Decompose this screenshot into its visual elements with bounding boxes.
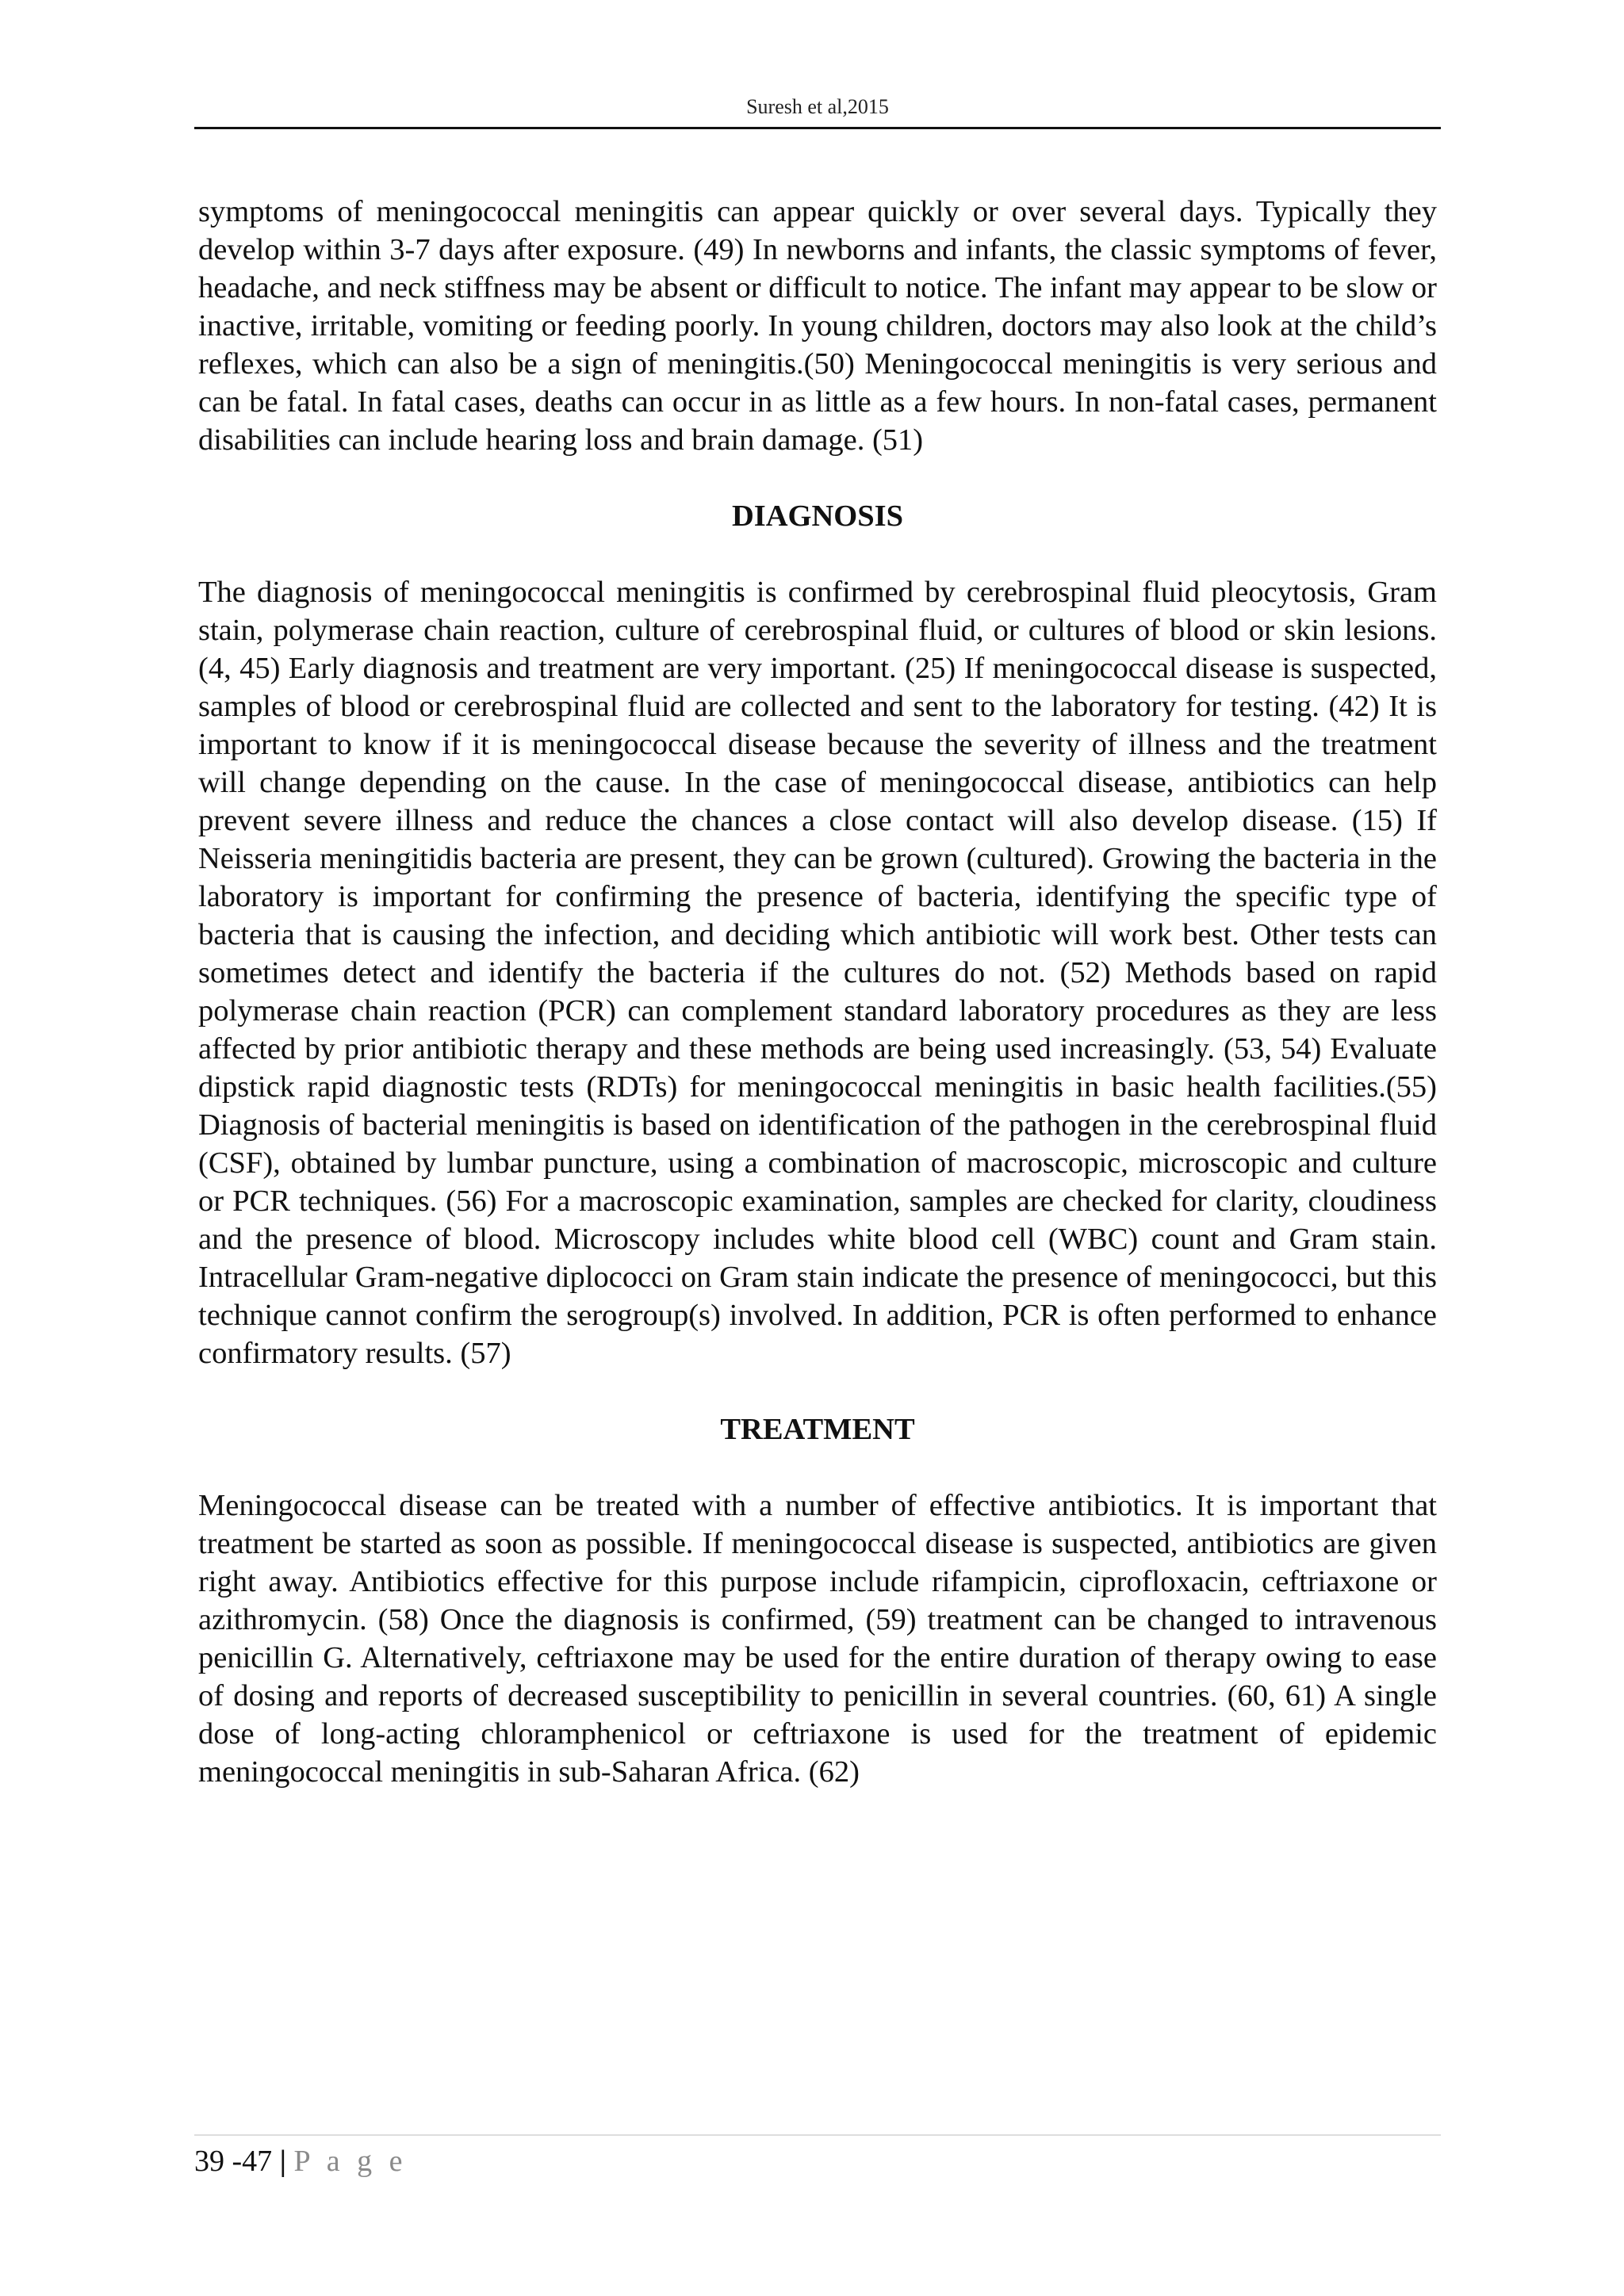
running-header: Suresh et al,2015	[746, 95, 889, 118]
footer-rule	[194, 2134, 1441, 2136]
page-range: 39 -47	[194, 2145, 273, 2178]
section-heading-treatment: TREATMENT	[720, 1413, 915, 1446]
header-rule	[194, 127, 1441, 129]
section-heading-diagnosis: DIAGNOSIS	[731, 499, 904, 533]
body-text	[198, 193, 1437, 1791]
footer-separator: |	[279, 2145, 287, 2178]
diagnosis-paragraph: The diagnosis of meningococcal meningitis is confirmed by cerebrospinal fluid pleocytosis, Gram stain, polymerase chain reaction, culture of cerebrospinal fluid, or cultures of blood or skin lesions. (4, 45) Early diagnosis and treatment are very important. (25) If meningococcal disease is suspected, samples of blood or cerebrospinal fluid are collected and sent to the laboratory for testing. (42) It is important to know if it is meningococcal disease because the severity of illness and the treatment will change depending on the cause. In the case of meningococcal disease, antibiotics can help prevent severe illness and reduce the chances a close contact will also develop disease. (15) If Neisseria meningitidis bacteria are present, they can be grown (cultured). Growing the bacteria in the laboratory is important for confirming the presence of bacteria, identifying the specific type of bacteria that is causing the infection, and deciding which antibiotic will work best. Other tests can sometimes detect and identify the bacteria if the cultures do not. (52) Methods based on rapid polymerase chain reaction (PCR) can complement standard laboratory procedures as they are less affected by prior antibiotic therapy and these methods are being used increasingly. (53, 54) Evaluate dipstick rapid diagnostic tests (RDTs) for meningococcal meningitis in basic health facilities.(55) Diagnosis of bacterial meningitis is based on identification of the pathogen in the cerebrospinal fluid (CSF), obtained by lumbar puncture, using a combination of macroscopic, microscopic and culture or PCR techniques. (56) For a macroscopic examination, samples are checked for clarity, cloudiness and the presence of blood. Microscopy includes white blood cell (WBC) count and Gram stain. Intracellular Gram-negative diplococci on Gram stain indicate the presence of meningococci, but this technique cannot confirm the serogroup(s) involved. In addition, PCR is often performed to enhance confirmatory results. (57)	[198, 576, 1437, 1370]
intro-paragraph: symptoms of meningococcal meningitis can appear quickly or over several days. Typically they develop within 3-7 days after exposure. (49) In newborns and infants, the classic symptoms of fever, headache, and neck stiffness may be absent or difficult to notice. The infant may appear to be slow or inactive, irritable, vomiting or feeding poorly. In young children, doctors may also look at the child’s reflexes, which can also be a sign of meningitis.(50) Meningococcal meningitis is very serious and can be fatal. In fatal cases, deaths can occur in as little as a few hours. In non-fatal cases, permanent disabilities can include hearing loss and brain damage. (51)	[198, 195, 1437, 457]
page-word: P a g e	[293, 2145, 408, 2178]
page-footer	[194, 2142, 408, 2180]
treatment-paragraph: Meningococcal disease can be treated with a number of effective antibiotics. It is important that treatment be started as soon as possible. If meningococcal disease is suspected, antibiotics are given right away. Antibiotics effective for this purpose include rifampicin, ciprofloxacin, ceftriaxone or azithromycin. (58) Once the diagnosis is confirmed, (59) treatment can be changed to intravenous penicillin G. Alternatively, ceftriaxone may be used for the entire duration of therapy owing to ease of dosing and reports of decreased susceptibility to penicillin in several countries. (60, 61) A single dose of long-acting chloramphenicol or ceftriaxone is used for the treatment of epidemic meningococcal meningitis in sub-Saharan Africa. (62)	[198, 1489, 1437, 1789]
